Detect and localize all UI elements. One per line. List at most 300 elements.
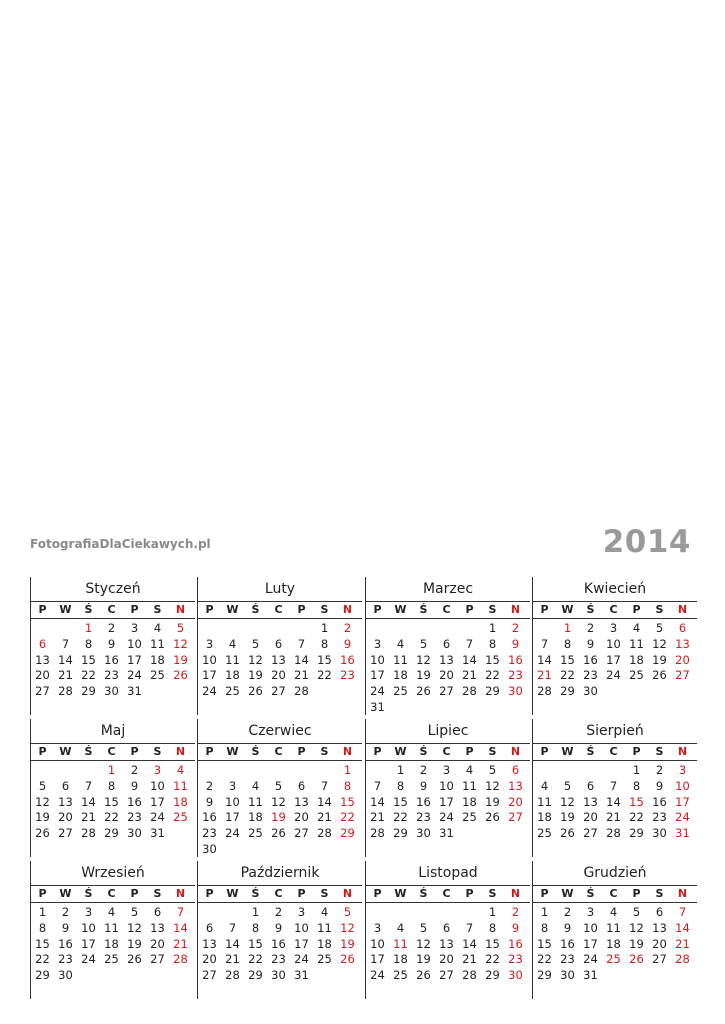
day-cell: 20 (439, 952, 454, 967)
weekday-label: Ś (419, 887, 428, 900)
day-cell: 22 (393, 810, 408, 825)
day-cell: 1 (84, 621, 93, 635)
day-cell: 28 (173, 952, 188, 967)
day-cell: 28 (675, 952, 690, 967)
weekday-header (533, 743, 697, 761)
day-cell: 15 (81, 652, 96, 667)
week-row (533, 921, 697, 937)
day-cell: 6 (655, 905, 664, 919)
day-cell: 12 (416, 652, 431, 667)
day-cell: 25 (104, 952, 119, 967)
day-cell: 2 (563, 905, 572, 919)
week-row (533, 810, 697, 826)
day-cell (412, 700, 435, 716)
day-cell: 21 (294, 668, 309, 683)
day-cell: 17 (675, 794, 690, 809)
day-cell: 7 (465, 920, 474, 935)
day-cell: 18 (393, 668, 408, 683)
week-row (198, 763, 362, 779)
day-cell (389, 621, 412, 637)
day-cell: 13 (583, 794, 598, 809)
weekday-label: P (38, 745, 47, 758)
day-cell: 20 (294, 810, 309, 825)
day-cell (602, 684, 625, 700)
weekday-label: S (655, 887, 664, 900)
day-cell: 3 (609, 621, 618, 635)
day-cell: 3 (228, 778, 237, 793)
week-row (198, 826, 362, 842)
day-cell (313, 842, 336, 858)
weekday-label: W (394, 887, 407, 900)
day-cell: 9 (586, 636, 595, 651)
day-cell: 23 (652, 810, 667, 825)
day-cell: 4 (153, 621, 162, 635)
day-cell (169, 684, 192, 700)
week-row (198, 937, 362, 953)
week-row (533, 952, 697, 968)
day-cell: 20 (150, 936, 165, 951)
week-row (533, 763, 697, 779)
week-row (198, 905, 362, 921)
day-cell (100, 968, 123, 984)
day-cell: 28 (606, 826, 621, 841)
day-cell: 25 (225, 684, 240, 699)
day-cell: 15 (248, 936, 263, 951)
day-cell (504, 826, 527, 842)
day-cell: 9 (655, 778, 664, 793)
week-row (533, 668, 697, 684)
day-cell: 13 (675, 636, 690, 651)
day-cell: 27 (294, 826, 309, 841)
month-block (532, 861, 697, 999)
month-name: Wrzesień (81, 865, 145, 881)
day-cell: 14 (294, 652, 309, 667)
day-cell: 7 (297, 636, 306, 651)
day-cell: 3 (130, 621, 139, 635)
day-cell: 19 (560, 810, 575, 825)
day-cell: 10 (202, 652, 217, 667)
day-cell: 26 (629, 952, 644, 967)
day-cell: 8 (540, 920, 549, 935)
day-cell: 1 (563, 621, 572, 635)
day-cell: 4 (251, 778, 260, 793)
weekday-label: P (297, 603, 306, 616)
day-cell (648, 684, 671, 700)
day-cell (625, 684, 648, 700)
day-cell: 17 (150, 794, 165, 809)
day-cell: 2 (274, 905, 283, 919)
day-cell: 6 (511, 763, 520, 777)
day-cell: 27 (35, 684, 50, 699)
day-cell: 29 (485, 684, 500, 699)
day-cell: 26 (271, 826, 286, 841)
day-cell: 1 (540, 905, 549, 919)
day-cell: 1 (396, 763, 405, 777)
day-cell (435, 700, 458, 716)
month-block (532, 577, 697, 715)
day-cell: 5 (38, 778, 47, 793)
day-cell: 5 (632, 905, 641, 919)
day-cell: 19 (485, 794, 500, 809)
day-cell: 12 (35, 794, 50, 809)
day-cell: 10 (225, 794, 240, 809)
day-cell (146, 684, 169, 700)
week-row (31, 684, 195, 700)
month-block (197, 577, 362, 715)
day-cell: 12 (248, 652, 263, 667)
day-cell: 5 (343, 905, 352, 919)
day-cell: 9 (61, 920, 70, 935)
month-name: Maj (100, 723, 126, 739)
week-row (31, 763, 195, 779)
day-cell: 11 (317, 920, 332, 935)
day-cell (244, 763, 267, 779)
month-name: Styczeń (85, 581, 141, 597)
day-cell: 5 (488, 763, 497, 777)
day-cell: 6 (442, 636, 451, 651)
day-cell: 7 (61, 636, 70, 651)
weekday-label: P (632, 603, 641, 616)
day-cell: 17 (294, 936, 309, 951)
day-cell: 6 (274, 636, 283, 651)
day-cell: 24 (202, 684, 217, 699)
month-block (30, 577, 195, 715)
day-cell: 21 (225, 952, 240, 967)
day-cell: 30 (560, 968, 575, 983)
week-row (533, 684, 697, 700)
day-cell (123, 968, 146, 984)
day-cell (458, 700, 481, 716)
day-cell: 25 (248, 826, 263, 841)
day-cell (648, 968, 671, 984)
month-name: Sierpień (586, 723, 644, 739)
day-cell: 2 (655, 763, 664, 777)
weekday-label: P (540, 603, 549, 616)
week-row (366, 952, 530, 968)
month-block (197, 719, 362, 857)
day-cell: 13 (294, 794, 309, 809)
day-cell: 10 (439, 778, 454, 793)
day-cell: 12 (271, 794, 286, 809)
day-cell: 28 (294, 684, 309, 699)
day-cell: 25 (393, 968, 408, 983)
day-cell: 13 (508, 778, 523, 793)
day-cell: 19 (416, 952, 431, 967)
week-row (533, 905, 697, 921)
day-cell (458, 826, 481, 842)
day-cell: 26 (127, 952, 142, 967)
day-cell: 2 (586, 621, 595, 635)
day-cell: 2 (130, 763, 139, 777)
day-cell: 27 (271, 684, 286, 699)
weekday-label: S (488, 745, 497, 758)
day-cell: 11 (225, 652, 240, 667)
day-cell: 26 (416, 684, 431, 699)
day-cell: 24 (127, 668, 142, 683)
day-cell: 1 (38, 905, 47, 919)
week-row (198, 779, 362, 795)
day-cell (389, 700, 412, 716)
day-cell: 21 (462, 952, 477, 967)
day-cell: 1 (107, 763, 116, 777)
day-cell: 20 (508, 794, 523, 809)
weekday-label: N (175, 887, 186, 900)
day-cell: 21 (462, 668, 477, 683)
weekday-label: C (609, 745, 618, 758)
weekday-header (366, 743, 530, 761)
day-cell: 8 (563, 636, 572, 651)
day-cell: 9 (205, 794, 214, 809)
day-cell: 7 (540, 636, 549, 651)
day-cell: 5 (419, 636, 428, 651)
weekday-header (533, 885, 697, 903)
week-row (31, 810, 195, 826)
day-cell: 29 (248, 968, 263, 983)
weekday-header (198, 885, 362, 903)
day-cell: 14 (537, 652, 552, 667)
day-cell: 15 (104, 794, 119, 809)
day-cell (533, 763, 556, 779)
weekday-label: W (59, 887, 72, 900)
day-cell (31, 763, 54, 779)
day-cell (31, 621, 54, 637)
day-cell: 7 (176, 905, 185, 919)
day-cell: 24 (294, 952, 309, 967)
day-cell (671, 684, 694, 700)
day-cell: 24 (225, 826, 240, 841)
month-block (532, 719, 697, 857)
day-cell: 9 (130, 778, 139, 793)
day-cell: 30 (271, 968, 286, 983)
day-cell: 3 (205, 636, 214, 651)
day-cell: 26 (485, 810, 500, 825)
day-cell: 8 (632, 778, 641, 793)
weekday-label: Ś (84, 603, 93, 616)
day-cell: 1 (343, 763, 352, 777)
day-cell: 27 (439, 684, 454, 699)
week-row (533, 621, 697, 637)
day-cell: 22 (537, 952, 552, 967)
day-cell (556, 763, 579, 779)
day-cell: 24 (370, 968, 385, 983)
day-cell: 28 (225, 968, 240, 983)
day-cell: 17 (583, 936, 598, 951)
day-cell: 1 (488, 905, 497, 919)
weekday-label: W (561, 745, 574, 758)
day-cell: 20 (675, 652, 690, 667)
weekday-label: P (297, 745, 306, 758)
weekday-label: Ś (84, 887, 93, 900)
day-cell (244, 842, 267, 858)
day-cell (435, 905, 458, 921)
week-row (366, 637, 530, 653)
weekday-label: W (561, 603, 574, 616)
day-cell: 11 (248, 794, 263, 809)
weekday-header (198, 601, 362, 619)
day-cell (54, 621, 77, 637)
day-cell: 18 (225, 668, 240, 683)
day-cell: 29 (560, 684, 575, 699)
weekday-label: C (107, 887, 116, 900)
day-cell: 13 (58, 794, 73, 809)
week-row (366, 921, 530, 937)
day-cell: 12 (485, 778, 500, 793)
weekday-label: S (153, 887, 162, 900)
day-cell: 17 (127, 652, 142, 667)
day-cell: 6 (205, 920, 214, 935)
week-row (366, 621, 530, 637)
day-cell: 22 (485, 668, 500, 683)
day-cell: 15 (560, 652, 575, 667)
day-cell: 9 (274, 920, 283, 935)
day-cell: 20 (271, 668, 286, 683)
day-cell: 23 (508, 668, 523, 683)
day-cell: 5 (176, 621, 185, 635)
day-cell: 1 (251, 905, 260, 919)
day-cell: 23 (583, 668, 598, 683)
day-cell: 20 (35, 668, 50, 683)
day-cell: 8 (488, 636, 497, 651)
day-cell: 15 (393, 794, 408, 809)
day-cell: 14 (462, 652, 477, 667)
day-cell (267, 842, 290, 858)
day-cell (602, 763, 625, 779)
day-cell: 30 (508, 968, 523, 983)
month-block (365, 861, 530, 999)
week-row (198, 921, 362, 937)
day-cell: 16 (583, 652, 598, 667)
day-cell: 12 (416, 936, 431, 951)
weekday-label: P (38, 603, 47, 616)
day-cell: 2 (343, 621, 352, 635)
day-cell (336, 842, 359, 858)
day-cell: 16 (271, 936, 286, 951)
week-row (31, 621, 195, 637)
weekday-label: W (561, 887, 574, 900)
day-cell (77, 763, 100, 779)
day-cell: 4 (228, 636, 237, 651)
week-row (31, 826, 195, 842)
weekday-label: P (205, 603, 214, 616)
day-cell: 4 (320, 905, 329, 919)
day-cell (146, 968, 169, 984)
month-name: Marzec (422, 581, 474, 597)
weekday-header (533, 601, 697, 619)
week-row (366, 937, 530, 953)
day-cell: 12 (173, 636, 188, 651)
day-cell: 18 (248, 810, 263, 825)
day-cell: 26 (416, 968, 431, 983)
day-cell: 14 (462, 936, 477, 951)
day-cell: 11 (606, 920, 621, 935)
day-cell: 26 (652, 668, 667, 683)
day-cell: 3 (153, 763, 162, 777)
weekday-label: Ś (419, 603, 428, 616)
week-row (198, 653, 362, 669)
weekday-label: Ś (586, 603, 595, 616)
day-cell (366, 763, 389, 779)
day-cell (221, 763, 244, 779)
day-cell: 8 (343, 778, 352, 793)
day-cell: 9 (107, 636, 116, 651)
day-cell: 18 (150, 652, 165, 667)
day-cell: 12 (652, 636, 667, 651)
day-cell: 10 (583, 920, 598, 935)
day-cell: 19 (416, 668, 431, 683)
day-cell: 16 (508, 936, 523, 951)
weekday-label: S (153, 603, 162, 616)
day-cell: 24 (583, 952, 598, 967)
day-cell: 7 (609, 778, 618, 793)
day-cell: 21 (370, 810, 385, 825)
day-cell (366, 905, 389, 921)
week-row (31, 668, 195, 684)
day-cell (290, 842, 313, 858)
weekday-label: N (175, 603, 186, 616)
day-cell: 4 (465, 763, 474, 777)
day-cell: 5 (130, 905, 139, 919)
month-block (365, 577, 530, 715)
week-row (198, 810, 362, 826)
day-cell (435, 621, 458, 637)
week-row (198, 621, 362, 637)
weekday-label: N (510, 603, 521, 616)
day-cell: 27 (652, 952, 667, 967)
day-cell: 16 (58, 936, 73, 951)
day-cell: 30 (104, 684, 119, 699)
month-block (365, 719, 530, 857)
day-cell: 20 (652, 936, 667, 951)
day-cell: 23 (508, 952, 523, 967)
day-cell: 11 (150, 636, 165, 651)
day-cell: 16 (340, 652, 355, 667)
day-cell: 18 (393, 952, 408, 967)
day-cell: 19 (35, 810, 50, 825)
weekday-label: W (394, 745, 407, 758)
weekday-header (198, 743, 362, 761)
day-cell: 10 (127, 636, 142, 651)
weekday-label: S (320, 603, 329, 616)
day-cell: 17 (370, 952, 385, 967)
day-cell (412, 621, 435, 637)
day-cell: 30 (508, 684, 523, 699)
day-cell: 17 (606, 652, 621, 667)
day-cell (313, 684, 336, 700)
day-cell: 15 (340, 794, 355, 809)
weekday-label: Ś (586, 745, 595, 758)
weekday-label: P (373, 887, 382, 900)
day-cell (244, 621, 267, 637)
weekday-label: Ś (251, 887, 260, 900)
weekday-label: S (655, 603, 664, 616)
day-cell: 23 (58, 952, 73, 967)
day-cell: 13 (271, 652, 286, 667)
weekday-label: C (274, 745, 283, 758)
day-cell: 26 (248, 684, 263, 699)
day-cell: 22 (248, 952, 263, 967)
day-cell: 28 (537, 684, 552, 699)
day-cell: 8 (251, 920, 260, 935)
day-cell: 19 (652, 652, 667, 667)
weekday-label: N (510, 745, 521, 758)
day-cell: 13 (150, 920, 165, 935)
day-cell: 22 (485, 952, 500, 967)
day-cell: 22 (104, 810, 119, 825)
day-cell: 17 (439, 794, 454, 809)
day-cell: 30 (583, 684, 598, 699)
day-cell: 7 (465, 636, 474, 651)
day-cell: 7 (84, 778, 93, 793)
